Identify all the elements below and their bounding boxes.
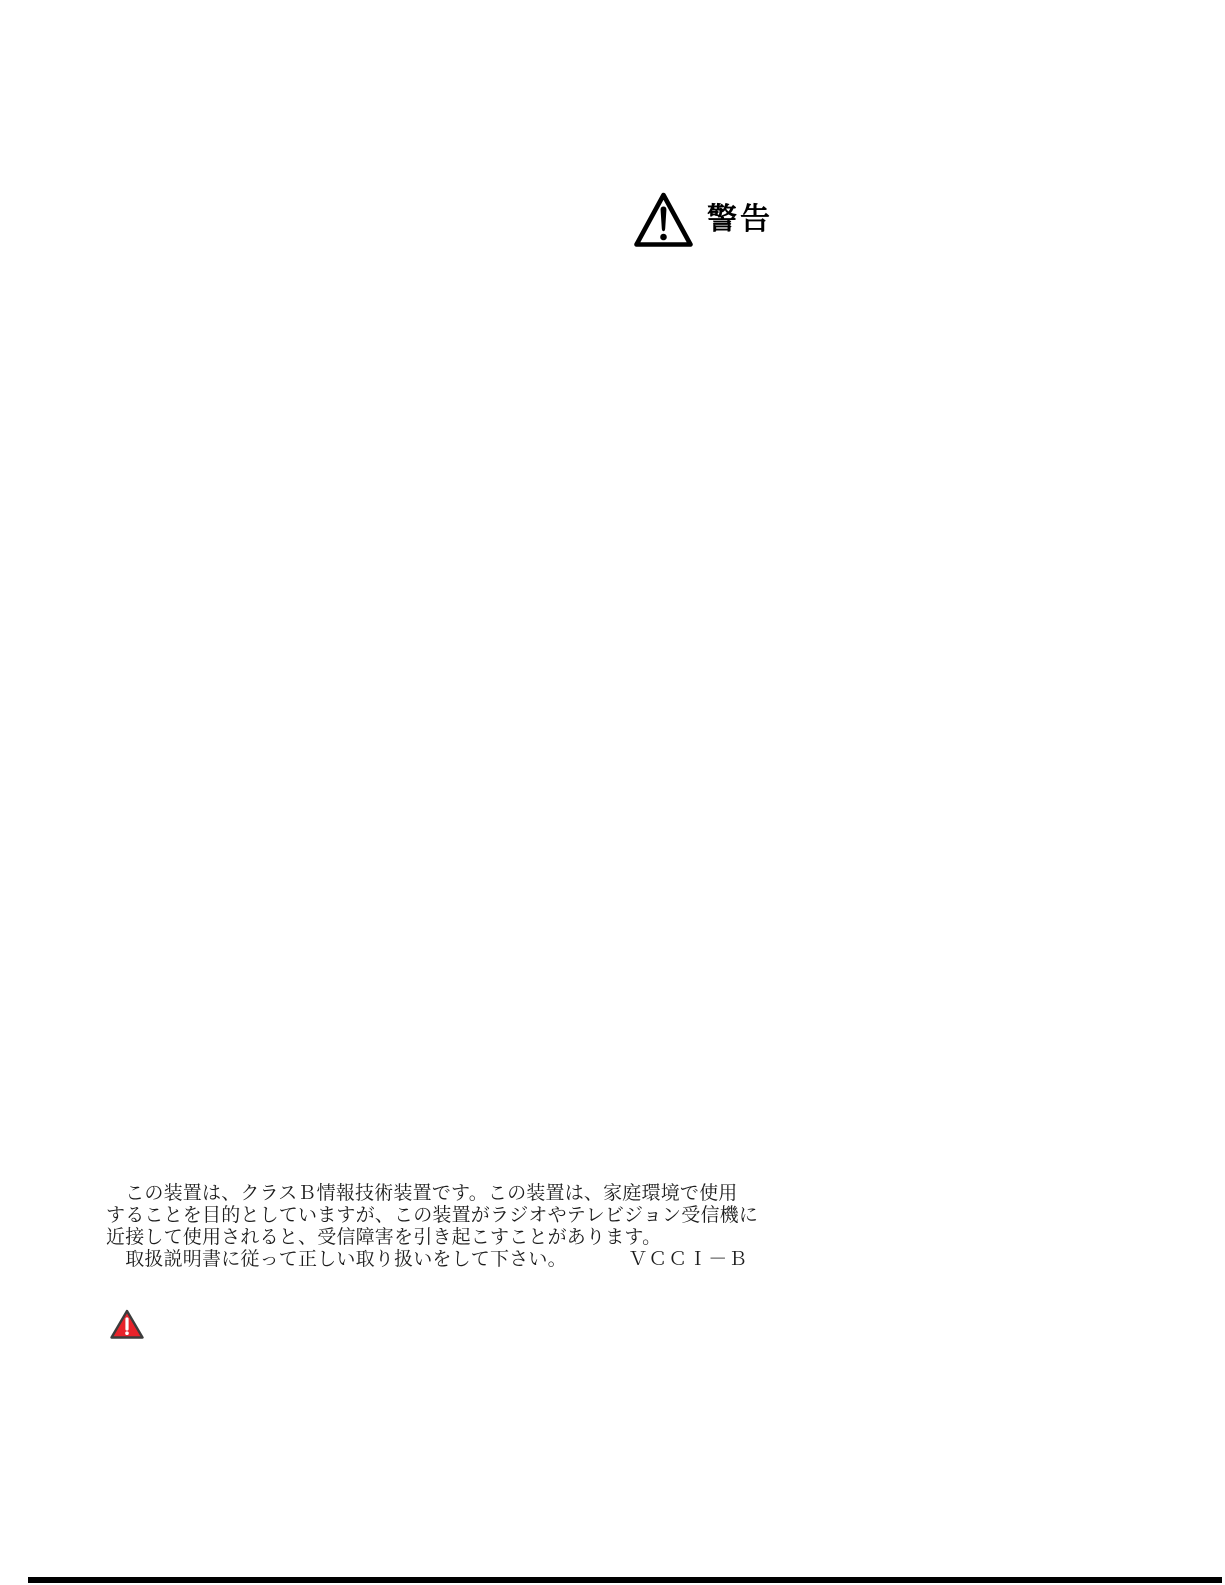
warning-header bbox=[633, 191, 773, 249]
footer-rule bbox=[28, 1577, 1222, 1583]
notice-line-2: することを目的としていますが、この装置がラジオやテレビジョン受信機に bbox=[106, 1205, 759, 1226]
warning-triangle-icon bbox=[633, 191, 694, 249]
notice-line-4-text: 取扱説明書に従って正しい取り扱いをして下さい。 bbox=[106, 1249, 567, 1270]
warning-label: 警告 bbox=[707, 203, 773, 236]
vcci-standard-label: ＶＣＣＩ－Ｂ bbox=[628, 1249, 749, 1270]
red-alert-triangle-icon bbox=[109, 1308, 145, 1341]
vcci-notice-block bbox=[106, 1183, 759, 1271]
notice-line-1: この装置は、クラスＢ情報技術装置です。この装置は、家庭環境で使用 bbox=[106, 1183, 738, 1204]
notice-line-4 bbox=[106, 1249, 749, 1271]
notice-line-3: 近接して使用されると、受信障害を引き起こすことがあります。 bbox=[106, 1227, 662, 1248]
